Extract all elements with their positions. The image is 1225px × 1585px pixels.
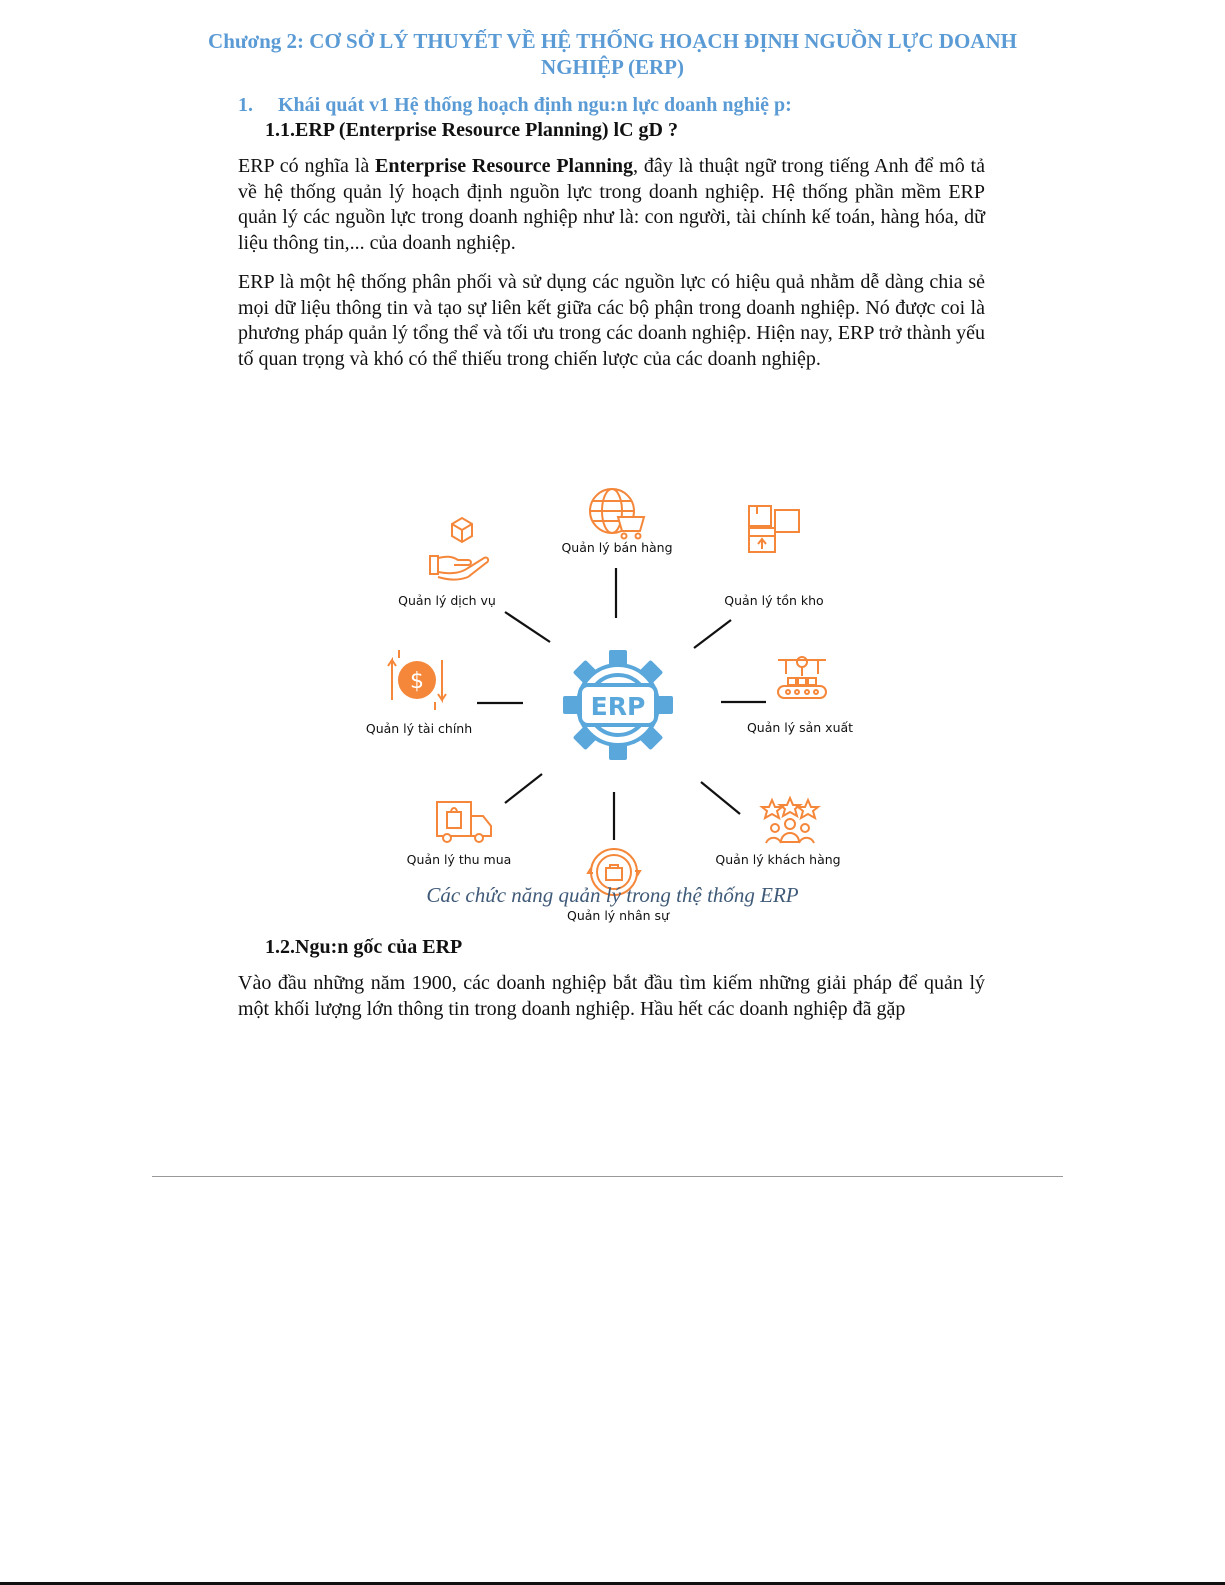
paragraph-1-bold: Enterprise Resource Planning [375,155,634,177]
conveyor-icon [778,657,826,698]
paragraph-1-end: , đây là thuật ngữ trong tiếng Anh để mô tả về hệ thống quản lý hoạch định nguồn lực trong doanh nghiệp. Hệ thống phần mềm ERP quản lý các nguồn lực trong doanh nghiệp như là: con người, tài chính kế toán, hàng hóa, dữ liệu thông tin,... của doanh nghiệp. [238,155,985,254]
section-1-2-heading: 1.2.Ngu:n gốc của ERP [265,936,463,958]
spoke-inventory [694,620,731,648]
spoke-service [505,612,550,642]
section-1-1-heading [265,118,678,142]
section-1-heading [238,93,792,117]
globe-cart-icon [590,489,644,539]
node-label-purchasing: Quản lý thu mua [406,852,512,867]
hand-box-icon [430,518,488,580]
paragraph-1-start: ERP có nghĩa là [238,155,376,177]
paragraph-2: ERP là một hệ thống phân phối và sử dụng các nguồn lực có hiệu quả nhằm dễ dàng chia sẻ mọi dữ liệu thông tin và tạo sự liên kết giữa các bộ phận trong doanh nghiệp. Nó được coi là phương pháp quản lý tổng thể và tối ưu trong các doanh nghiệp. Hiện nay, ERP trở thành yếu tố quan trọng và khó có thể thiếu trong chiến lược của các doanh nghiệp. [238,271,985,370]
erp-diagram [360,480,865,930]
customers-stars-icon [762,798,818,843]
section-1-1-prefix: 1.1.ERP [265,119,334,141]
erp-gear-icon [563,650,673,760]
node-label-production: Quản lý sản xuất [746,720,854,735]
spoke-purchasing [505,774,542,803]
boxes-icon [749,506,799,552]
node-label-service: Quản lý dịch vụ [398,593,496,608]
dollar-coin-icon [388,650,446,710]
node-label-hr: Quản lý nhân sự [567,908,669,923]
node-label-sales: Quản lý bán hàng [561,540,673,555]
node-label-customer: Quản lý khách hàng [715,852,841,867]
spoke-customer [701,782,740,814]
chapter-title: Chương 2: CƠ SỞ LÝ THUYẾT VỀ HỆ THỐNG HOẠCH ĐỊNH NGUỒN LỰC DOANH NGHIỆP (ERP) [208,29,1017,79]
footer-divider [152,1176,1063,1177]
figure-caption: Các chức năng quản lý trong thệ thống ERP [426,883,799,907]
delivery-truck-icon [437,802,491,842]
section-1-number: 1. [238,94,253,116]
paragraph-3: Vào đầu những năm 1900, các doanh nghiệp bắt đầu tìm kiếm những giải pháp để quản lý một khối lượng lớn thông tin trong doanh nghiệp. Hầu hết các doanh nghiệp đã gặp [238,972,985,1020]
section-1-1-title: (Enterprise Resource Planning) lC gD ? [333,119,678,141]
node-label-finance: Quản lý tài chính [365,721,473,736]
erp-center-label: ERP [590,692,646,721]
section-1-title: Khái quát v1 Hệ thống hoạch định ngu:n lực doanh nghiệ p: [278,94,792,116]
paragraph-1 [238,154,985,256]
dollar-symbol: $ [410,669,424,694]
node-label-inventory: Quản lý tồn kho [724,593,824,608]
